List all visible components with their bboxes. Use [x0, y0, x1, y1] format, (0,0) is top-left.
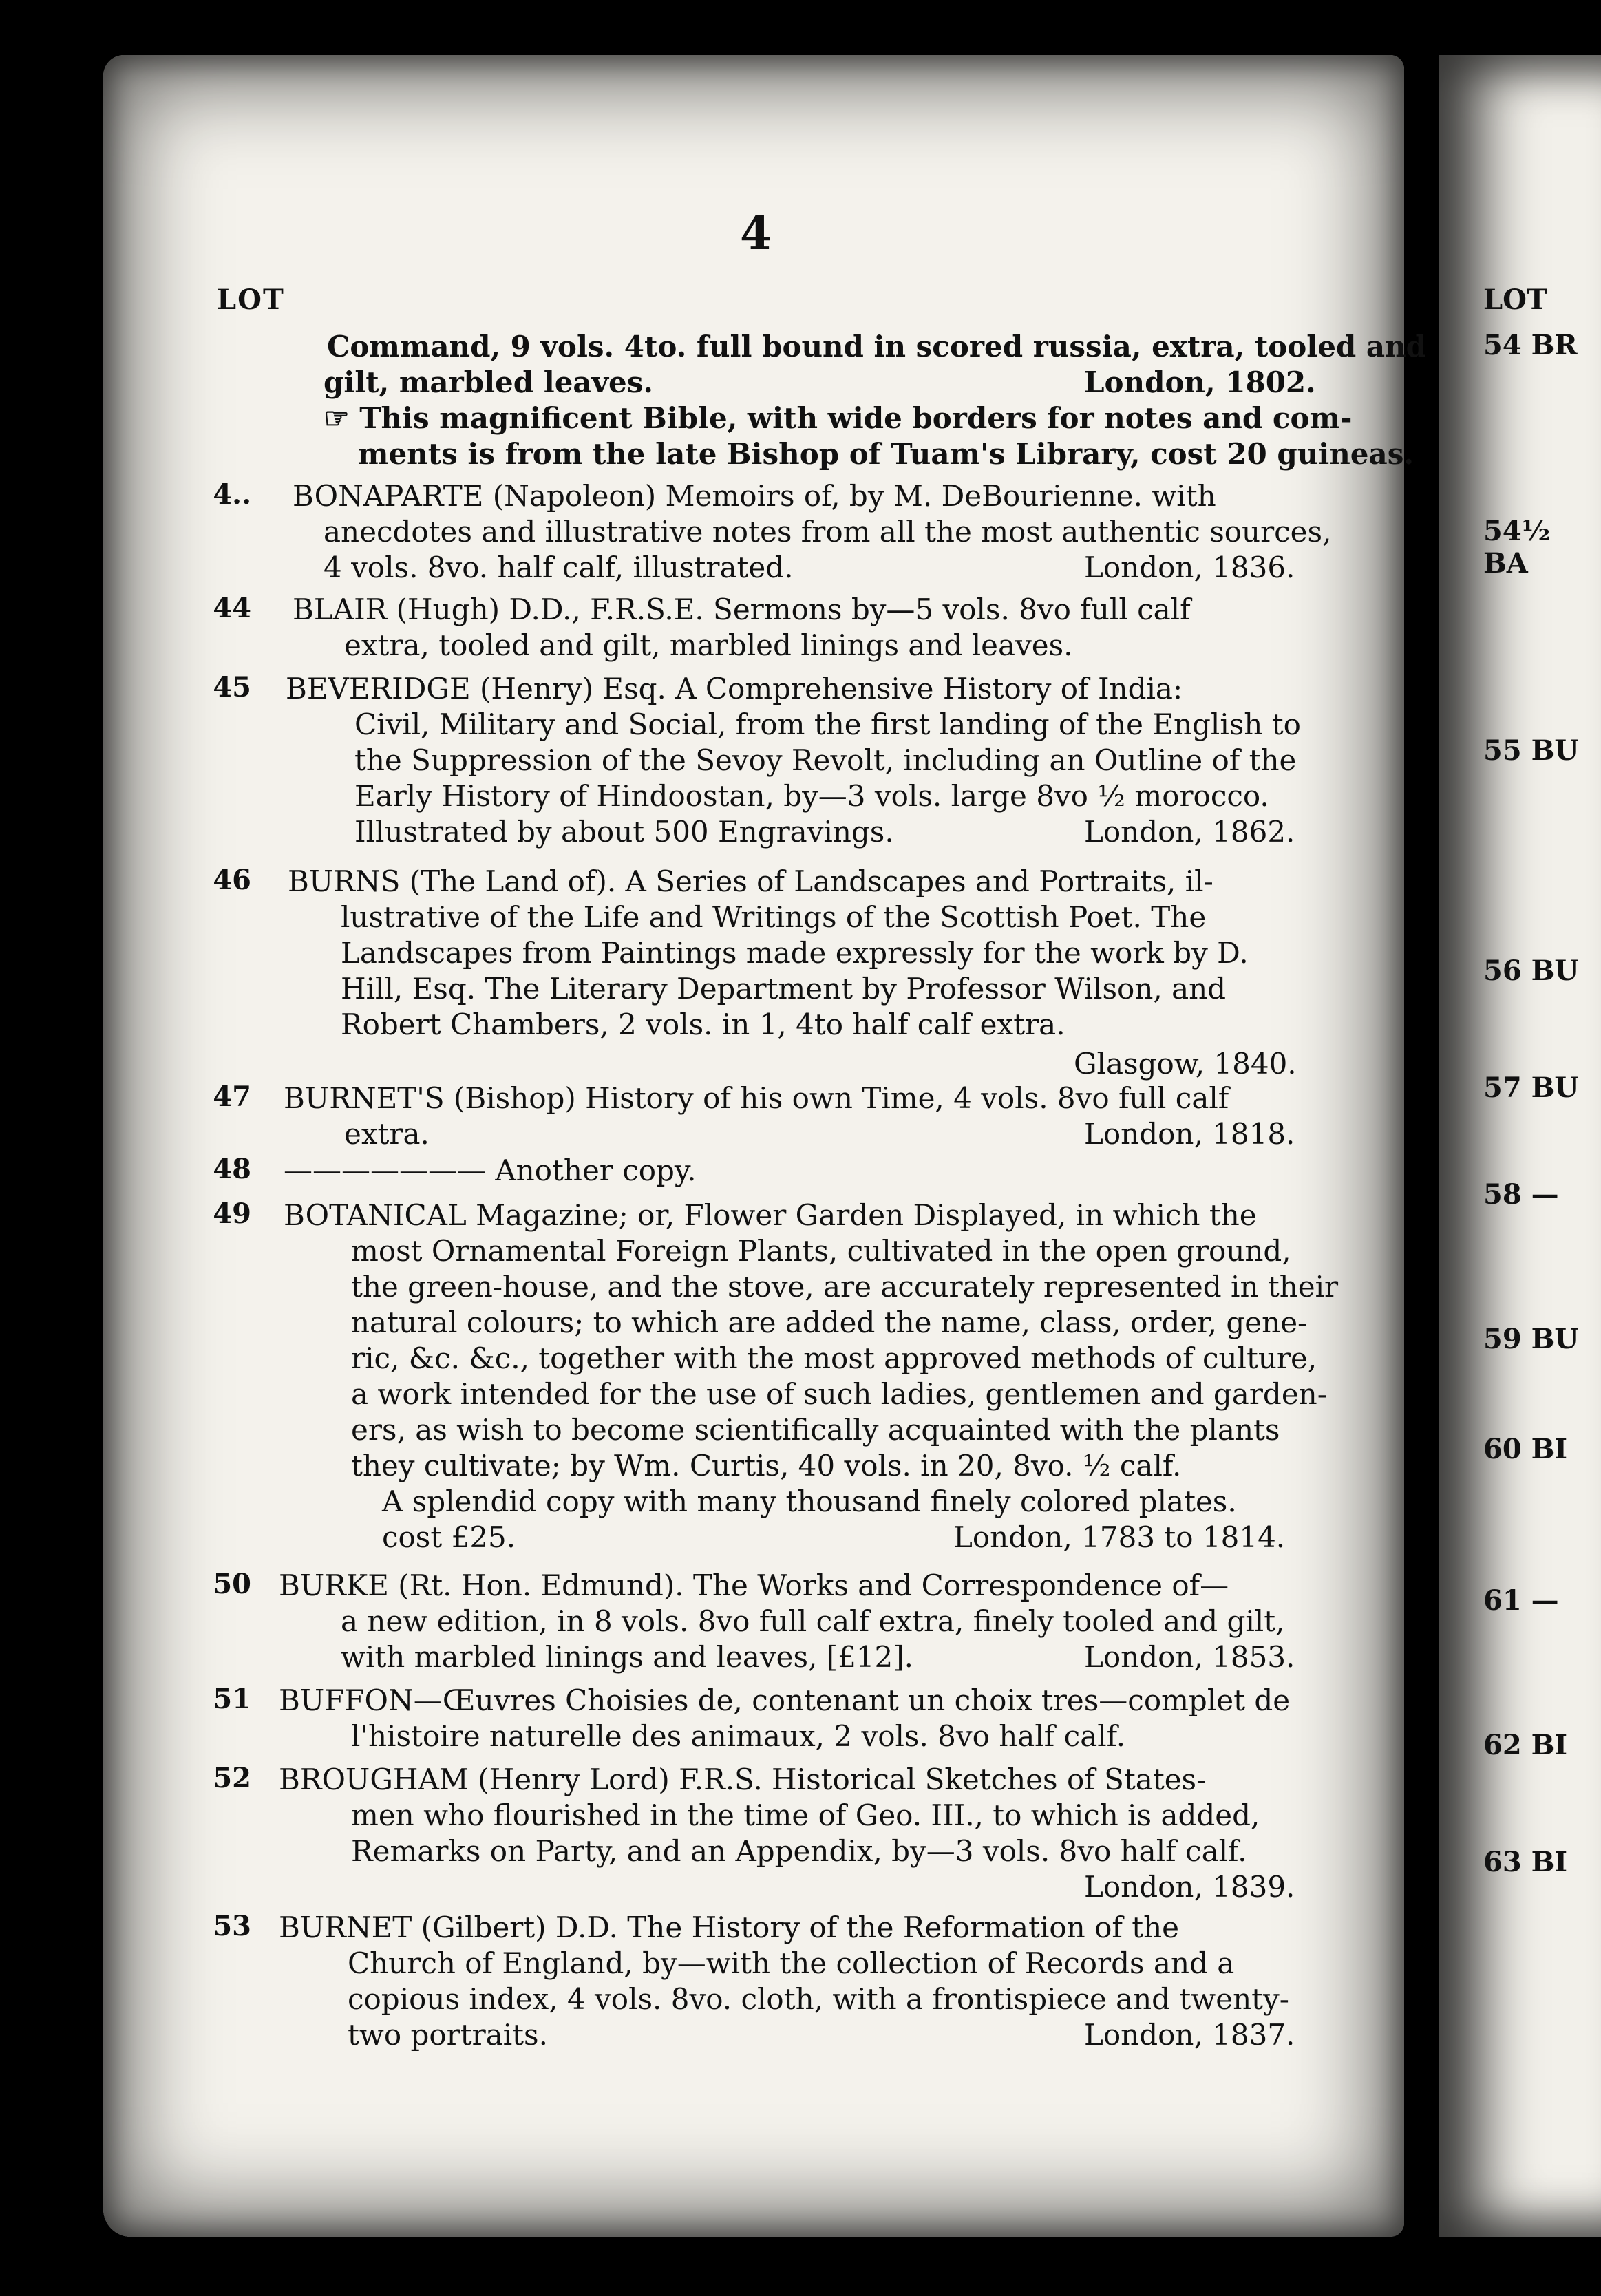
right-lot-entry: 63 BI	[1483, 1846, 1568, 1878]
entry-line: a new edition, in 8 vols. 8vo full calf extra, finely tooled and gilt,	[341, 1604, 1285, 1638]
entry-line: ers, as wish to become scientifically acquainted with the plants	[351, 1413, 1280, 1447]
entry-line: cost £25.	[382, 1520, 516, 1554]
right-lot-entry: 56 BU	[1483, 955, 1579, 987]
lot-heading-left: LOT	[217, 284, 285, 316]
entry-line: the green-house, and the stove, are accurately represented in their	[351, 1270, 1339, 1304]
entry-line: BROUGHAM (Henry Lord) F.R.S. Historical Sketches of States-	[279, 1763, 1207, 1796]
entry-line: Civil, Military and Social, from the first landing of the English to	[354, 708, 1301, 741]
entry-line: a work intended for the use of such ladies, gentlemen and garden-	[351, 1377, 1327, 1411]
entry-line: extra.	[344, 1117, 430, 1151]
entry-line: London, 1802.	[1084, 365, 1316, 399]
entry-line: ments is from the late Bishop of Tuam's Library, cost 20 guineas.	[358, 437, 1414, 471]
entry-line: Church of England, by—with the collection of Records and a	[348, 1946, 1235, 1980]
lot-number: 49	[213, 1198, 251, 1230]
right-lot-entry: 62 BI	[1483, 1729, 1568, 1761]
entry-line: London, 1836.	[1084, 551, 1295, 584]
entry-line: extra, tooled and gilt, marbled linings and leaves.	[344, 628, 1073, 662]
entry-line: Remarks on Party, and an Appendix, by—3 vols. 8vo half calf.	[351, 1834, 1247, 1868]
entry-line: London, 1862.	[1084, 815, 1295, 849]
entry-line: the Suppression of the Sevoy Revolt, including an Outline of the	[354, 743, 1297, 777]
lot-number: 53	[213, 1910, 251, 1942]
lot-number: 51	[213, 1683, 251, 1715]
entry-line: men who flourished in the time of Geo. III., to which is added,	[351, 1798, 1260, 1832]
lot-heading-right: LOT	[1483, 284, 1547, 316]
right-lot-entry: 58 —	[1483, 1178, 1559, 1211]
entry-line: ☞ This magnificent Bible, with wide borders for notes and com-	[324, 401, 1353, 435]
entry-line: London, 1783 to 1814.	[953, 1520, 1286, 1554]
entry-line: BURKE (Rt. Hon. Edmund). The Works and Correspondence of—	[279, 1569, 1229, 1602]
right-lot-entry: 54 BR	[1483, 329, 1578, 361]
lot-number: 44	[213, 592, 251, 624]
lot-number: 52	[213, 1762, 251, 1794]
entry-line: BURNS (The Land of). A Series of Landscapes and Portraits, il-	[288, 864, 1213, 898]
entry-line: Illustrated by about 500 Engravings.	[354, 815, 894, 849]
entry-line: copious index, 4 vols. 8vo. cloth, with a frontispiece and twenty-	[348, 1982, 1289, 2016]
entry-line: most Ornamental Foreign Plants, cultivated in the open ground,	[351, 1234, 1291, 1268]
entry-line: BEVERIDGE (Henry) Esq. A Comprehensive History of India:	[286, 672, 1183, 705]
right-page-edge	[1439, 55, 1601, 2237]
lot-number: 50	[213, 1568, 251, 1600]
entry-line: they cultivate; by Wm. Curtis, 40 vols. in 20, 8vo. ½ calf.	[351, 1449, 1182, 1482]
right-lot-entry: 57 BU	[1483, 1072, 1579, 1104]
page-number: 4	[740, 206, 772, 260]
entry-line: BUFFON—Œuvres Choisies de, contenant un choix tres—complet de	[279, 1683, 1291, 1717]
entry-line: Glasgow, 1840.	[1074, 1047, 1297, 1081]
lot-number: 46	[213, 864, 251, 896]
entry-line: gilt, marbled leaves.	[324, 365, 654, 399]
entry-line: ——————— Another copy.	[284, 1154, 697, 1187]
lot-number: 4..	[213, 478, 251, 511]
right-lot-entry: 61 —	[1483, 1584, 1559, 1617]
right-lot-entry: 59 BU	[1483, 1323, 1579, 1355]
entry-line: Command, 9 vols. 4to. full bound in scored russia, extra, tooled and	[327, 330, 1427, 363]
right-lot-entry: 60 BI	[1483, 1433, 1568, 1465]
entry-line: London, 1818.	[1084, 1117, 1295, 1151]
right-lot-entry: 54½ BA	[1483, 515, 1551, 580]
entry-line: London, 1839.	[1084, 1870, 1295, 1904]
entry-line: BURNET'S (Bishop) History of his own Time, 4 vols. 8vo full calf	[284, 1081, 1229, 1115]
entry-line: BURNET (Gilbert) D.D. The History of the Reformation of the	[279, 1911, 1180, 1944]
lot-number: 45	[213, 671, 251, 703]
entry-line: A splendid copy with many thousand finely colored plates.	[382, 1485, 1237, 1518]
entry-line: natural colours; to which are added the name, class, order, gene-	[351, 1306, 1308, 1339]
right-lot-entry: 55 BU	[1483, 734, 1579, 767]
entry-line: Hill, Esq. The Literary Department by Professor Wilson, and	[341, 972, 1227, 1006]
entry-line: BONAPARTE (Napoleon) Memoirs of, by M. DeBourienne. with	[293, 479, 1216, 513]
entry-line: l'histoire naturelle des animaux, 2 vols. 8vo half calf.	[351, 1719, 1126, 1753]
entry-line: BOTANICAL Magazine; or, Flower Garden Displayed, in which the	[284, 1198, 1257, 1232]
entry-line: Landscapes from Paintings made expressly for the work by D.	[341, 936, 1249, 970]
entry-line: lustrative of the Life and Writings of the Scottish Poet. The	[341, 900, 1207, 934]
entry-line: Robert Chambers, 2 vols. in 1, 4to half calf extra.	[341, 1008, 1065, 1041]
entry-line: 4 vols. 8vo. half calf, illustrated.	[324, 551, 794, 584]
entry-line: London, 1837.	[1084, 2018, 1295, 2052]
lot-number: 48	[213, 1153, 251, 1185]
entry-line: London, 1853.	[1084, 1640, 1295, 1674]
entry-line: BLAIR (Hugh) D.D., F.R.S.E. Sermons by—5 vols. 8vo full calf	[293, 593, 1191, 626]
entry-line: two portraits.	[348, 2018, 548, 2052]
lot-number: 47	[213, 1081, 251, 1113]
entry-line: with marbled linings and leaves, [£12].	[341, 1640, 913, 1674]
entry-line: Early History of Hindoostan, by—3 vols. large 8vo ½ morocco.	[354, 779, 1269, 813]
entry-line: anecdotes and illustrative notes from all the most authentic sources,	[324, 515, 1332, 549]
entry-line: ric, &c. &c., together with the most approved methods of culture,	[351, 1341, 1317, 1375]
